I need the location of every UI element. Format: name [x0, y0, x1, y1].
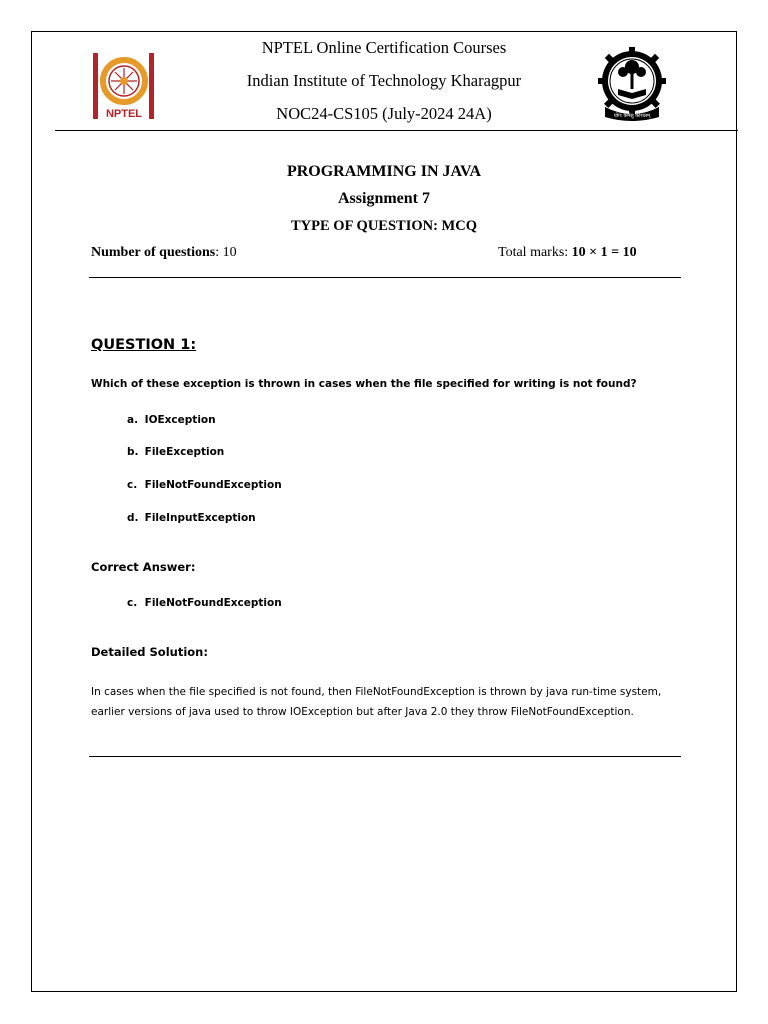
- correct-answer: c. FileNotFoundException: [127, 597, 282, 609]
- header-line-3: NOC24-CS105 (July-2024 24A): [276, 104, 492, 123]
- option-c: c. FileNotFoundException: [127, 479, 282, 491]
- header-line-2: Indian Institute of Technology Kharagpur: [246, 71, 522, 90]
- option-b: b. FileException: [127, 446, 225, 458]
- number-of-questions: Number of questions: 10: [91, 245, 237, 260]
- option-d: d. FileInputException: [127, 512, 256, 524]
- header-line-1: NPTEL Online Certification Courses: [261, 38, 507, 57]
- detailed-solution-heading: Detailed Solution:: [91, 645, 208, 659]
- document-page: [31, 31, 737, 992]
- question-heading: QUESTION 1:: [91, 337, 197, 353]
- assignment-title: Assignment 7: [337, 190, 430, 207]
- correct-answer-heading: Correct Answer:: [91, 560, 196, 574]
- detailed-solution-text: In cases when the file specified is not found, then FileNotFoundException is thrown by java run-time system, earlier versions of java used to throw IOException but after Java 2.0 they throw FileNotFoundException.: [91, 686, 662, 718]
- course-title: PROGRAMMING IN JAVA: [286, 163, 482, 180]
- question-text: Which of these exception is thrown in cases when the file specified for writing is not found?: [91, 378, 637, 390]
- header-divider: [55, 130, 738, 131]
- question-type: TYPE OF QUESTION: MCQ: [291, 218, 477, 234]
- total-marks: Total marks: 10 × 1 = 10: [498, 245, 637, 260]
- iit-kharagpur-logo: [591, 45, 673, 125]
- option-a: a. IOException: [127, 414, 216, 426]
- title-divider: [89, 277, 681, 278]
- svg-text:योगः कर्मसु कौशलम्: योगः कर्मसु कौशलम्: [613, 113, 651, 119]
- solution-divider: [89, 756, 681, 757]
- svg-text:NPTEL: NPTEL: [105, 108, 143, 120]
